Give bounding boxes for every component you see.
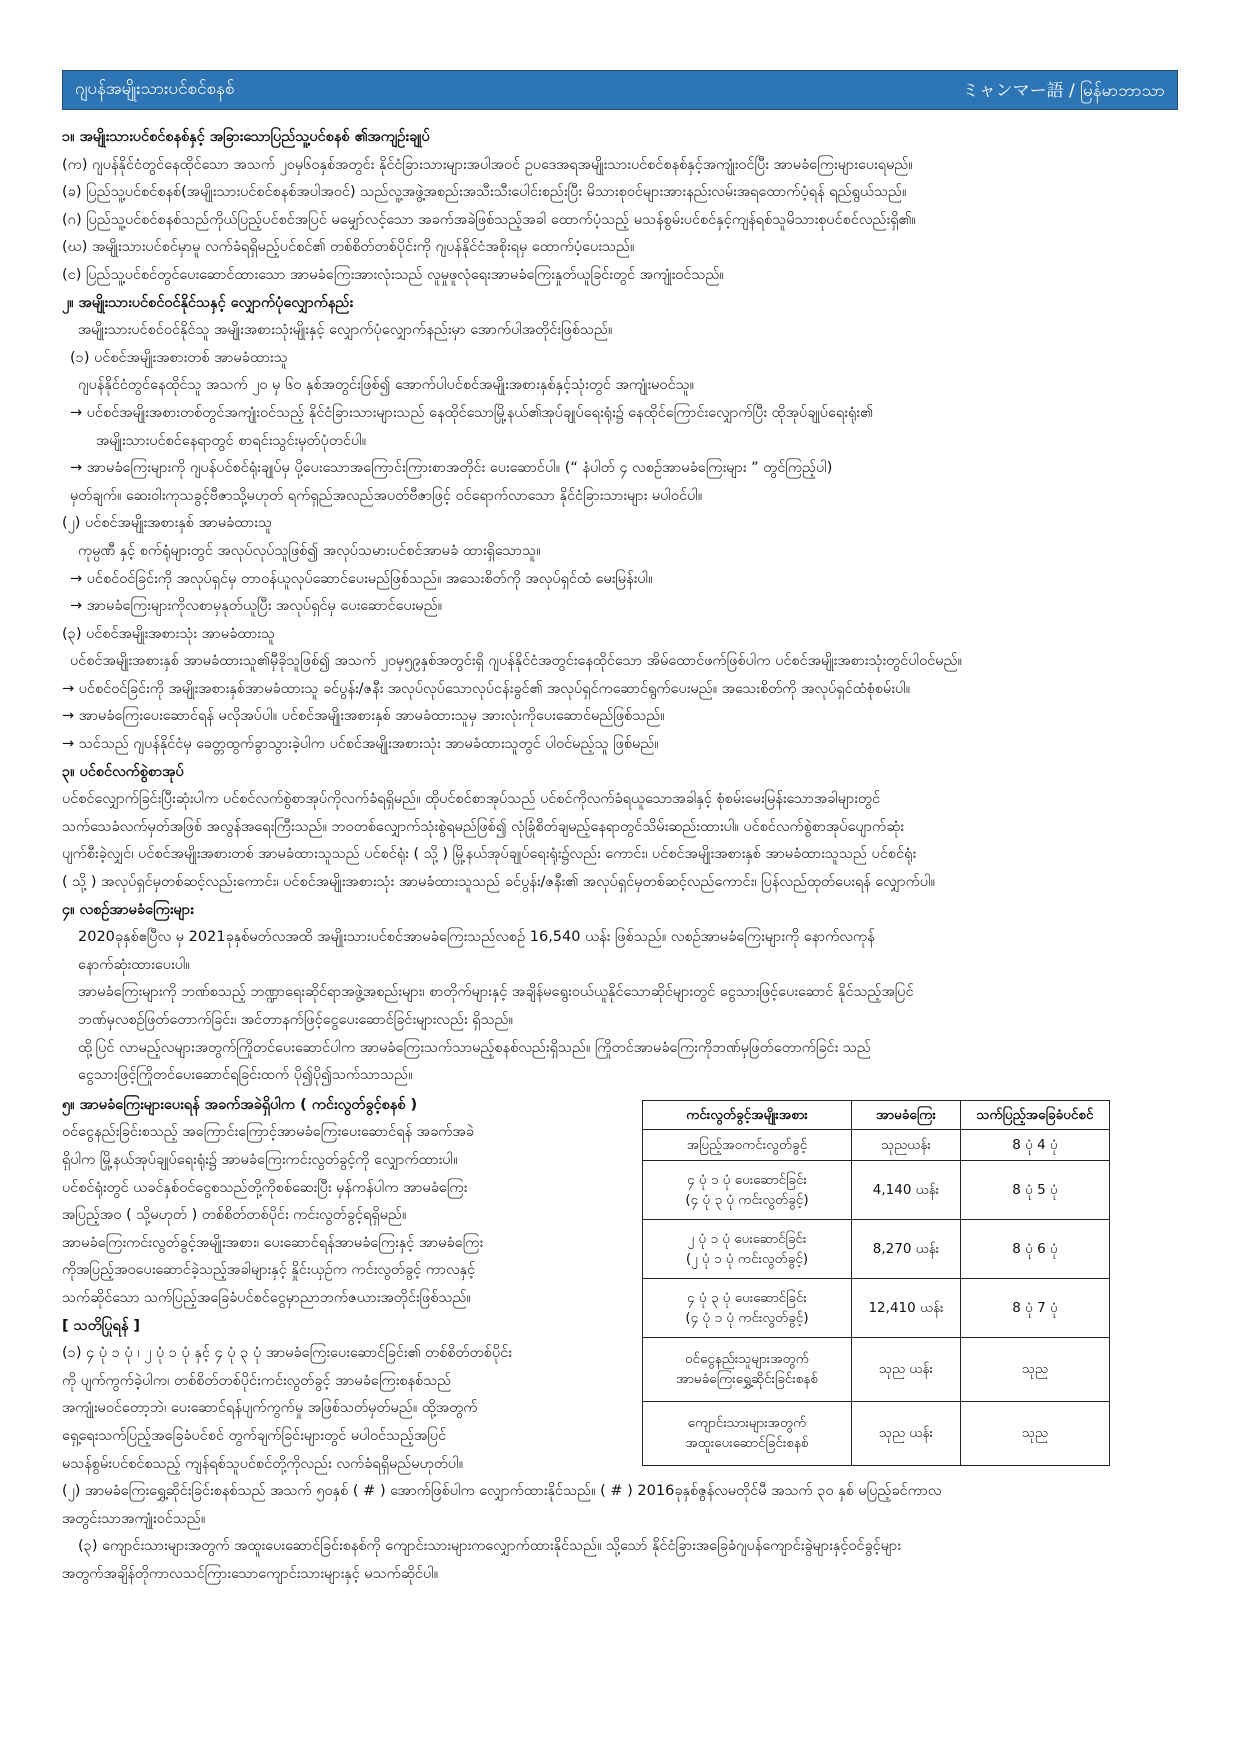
group-3-title: (၃) ပင်စင်အမျိုးအစားသုံး အာမခံထားသူ — [62, 625, 276, 642]
section-5-line: ပင်စင်ရုံးတွင် ယခင်နှစ်ဝင်ငွေစသည်တို့ကိုစစ်ဆေးပြီး မှန်ကန်ပါက အာမခံကြေး — [62, 1179, 468, 1196]
section-1-line: (ခ) ပြည်သူ့ပင်စင်စနစ်(အမျိုးသားပင်စင်စနစ်အပါအဝင်) သည်လူ့အဖွဲ့အစည်းအသီးသီးပေါင်းစည်းပြီး မိသားစုဝင်များအားနည်းလမ်းအရထောက်ပံ့ရန် ရည်ရွယ်သည်။ — [62, 184, 907, 201]
note-line: အကျုံးမဝင်တော့ဘဲ၊ ပေးဆောင်ရန်ပျက်ကွက်မှု အဖြစ်သတ်မှတ်မည်။ ထို့အတွက် — [62, 1400, 478, 1417]
table-cell: ၂ ပုံ ၁ ပုံ ပေးဆောင်ခြင်း (၂ ပုံ ၁ ပုံ ကင်းလွတ်ခွင့်) — [643, 1219, 852, 1278]
section-5-text — [62, 1092, 610, 1478]
group-1-note: မှတ်ချက်။ ဆေးဝါးကုသခွင့်ဗီဇာသို့မဟုတ် ရက်ရှည်အလည်အပတ်ဗီဇာဖြင့် ဝင်ရောက်လာသော နိုင်ငံခြားသားများ မပါဝင်ပါ။ — [70, 487, 703, 504]
group-1-arrow-item: → အာမခံကြေးများကို ဂျပန်ပင်စင်ရုံးချုပ်မှ ပို့ပေးသောအကြောင်းကြားစာအတိုင်း ပေးဆောင်ပါ။ (“ နံပါတ် ၄ လစဉ်အာမခံကြေးများ ” တွင်ကြည့်ပါ) — [70, 460, 833, 477]
table-header-cell: သက်ပြည့်အခြေခံပင်စင် — [961, 1100, 1110, 1129]
note-line: အတွင်းသာအကျုံးဝင်သည်။ — [62, 1510, 206, 1527]
table-header-cell: ကင်းလွတ်ခွင့်အမျိုးအစား — [643, 1100, 852, 1129]
table-cell: 4,140 ယန်း — [852, 1160, 961, 1219]
table-row — [643, 1219, 1110, 1278]
table-cell: သုည ယန်း — [852, 1337, 961, 1401]
section-5-block — [62, 1092, 1178, 1478]
table-cell: ကျောင်းသားများအတွက် အထူးပေးဆောင်ခြင်းစနစ် — [643, 1401, 852, 1465]
table-cell: 12,410 ယန်း — [852, 1278, 961, 1337]
header-banner — [62, 70, 1178, 110]
section-2-heading: ၂။ အမျိုးသားပင်စင်ဝင်နိုင်သနှင့် လျှောက်ပုံလျှောက်နည်း — [62, 294, 354, 311]
table-cell: သုညယန်း — [852, 1129, 961, 1160]
table-cell: ၄ ပုံ ၃ ပုံ ပေးဆောင်ခြင်း (၄ ပုံ ၁ ပုံ ကင်းလွတ်ခွင့်) — [643, 1278, 852, 1337]
group-3-arrow-item: → ပင်စင်ဝင်ခြင်းကို အမျိုးအစားနှစ်အာမခံထားသူ ခင်ပွန်း/ဇနီး အလုပ်လုပ်သောလုပ်ငန်းခွင်၏ အလုပ်ရှင်ကဆောင်ရွက်ပေးမည်။ အသေးစိတ်ကို အလုပ်ရှင်ထံစုံစမ်းပါ။ — [62, 680, 911, 697]
table-cell: သုည — [961, 1337, 1110, 1401]
section-4-line: အာမခံကြေးများကို ဘဏ်စသည့် ဘဏ္ဍာရေးဆိုင်ရာအဖွဲ့အစည်းများ၊ စာတိုက်များနှင့် အချိန်မရွေးဝယ်ယူနိုင်သောဆိုင်များတွင် ငွေသားဖြင့်ပေးဆောင် နိုင်သည့်အပြင် — [78, 984, 914, 1001]
section-1-line: (ဂ) ပြည်သူ့ပင်စင်စနစ်သည်ကိုယ်ပြည့်ပင်စင်အပြင် မမျှော်လင့်သော အခက်အခဲဖြစ်သည့်အခါ ထောက်ပံ့သည့် မသန်စွမ်းပင်စင်နှင့်ကျန်ရစ်သူမိသားစုပင်စင်လည်းရှိ၏။ — [62, 211, 916, 228]
group-3-desc: ပင်စင်အမျိုးအစားနှစ် အာမခံထားသူ၏မှီခိုသူဖြစ်၍ အသက် ၂၀မှ၅၉နှစ်အတွင်းရှိ ဂျပန်နိုင်ငံအတွင်းနေထိုင်သော အိမ်ထောင်ဖက်ဖြစ်ပါက ပင်စင်အမျိုးအစားသုံးတွင်ပါဝင်မည်။ — [70, 653, 962, 670]
section-1-line: (င) ပြည်သူ့ပင်စင်တွင်ပေးဆောင်ထားသော အာမခံကြေးအားလုံးသည် လူမှုဖူလုံရေးအာမခံကြေးနှုတ်ယူခြင်းတွင် အကျုံးဝင်သည်။ — [62, 266, 724, 283]
section-3-heading: ၃။ ပင်စင်လက်စွဲစာအုပ် — [62, 763, 184, 780]
exemption-table — [642, 1100, 1110, 1466]
note-line: အတွက်အချိန်တိုကာလသင်ကြားသောကျောင်းသားများနှင့် မသက်ဆိုင်ပါ။ — [62, 1565, 439, 1582]
table-cell: သုည ယန်း — [852, 1401, 961, 1465]
section-4-line: ငွေသားဖြင့်ကြိုတင်ပေးဆောင်ရခြင်းထက် ပို၍ပို၍သက်သာသည်။ — [78, 1067, 413, 1084]
table-row — [643, 1160, 1110, 1219]
note-line: မသန်စွမ်းပင်စင်စသည့် ကျန်ရစ်သူပင်စင်တို့ကိုလည်း လက်ခံရရှိမည်မဟုတ်ပါ။ — [62, 1455, 464, 1472]
group-3-arrow-item: → အာမခံကြေးပေးဆောင်ရန် မလိုအပ်ပါ။ ပင်စင်အမျိုးအစားနှစ် အာမခံထားသူမှ အားလုံးကိုပေးဆောင်မည်ဖြစ်သည်။ — [62, 708, 665, 725]
group-1-arrow-item: → ပင်စင်အမျိုးအစားတစ်တွင်အကျုံးဝင်သည့် နိုင်ငံခြားသားများသည် နေထိုင်သောမြို့နယ်၏အုပ်ချုပ်ရေးရုံး၌ နေထိုင်ကြောင်းလျှောက်ပြီး ထိုအုပ်ချုပ်ရေးရုံး၏ — [70, 404, 873, 421]
page-title: ဂျပန်အမျိုးသားပင်စင်စနစ် — [75, 78, 235, 99]
note-line: (၁) ၄ ပုံ ၁ ပုံ ၊ ၂ ပုံ ၁ ပုံ နှင့် ၄ ပုံ ၃ ပုံ အာမခံကြေးပေးဆောင်ခြင်း၏ တစ်စိတ်တစ်ပိုင်း — [62, 1345, 512, 1362]
table-row — [643, 1278, 1110, 1337]
section-5-line: သက်ဆိုင်သော သက်ပြည့်အခြေခံပင်စင်ငွေမှာညာဘက်ဇယားအတိုင်းဖြစ်သည်။ — [62, 1289, 471, 1306]
table-cell: သုည — [961, 1401, 1110, 1465]
language-label: ミャンマー語 / မြန်မာဘာသာ — [961, 80, 1165, 101]
section-5-line: အပြည့်အဝ ( သို့မဟုတ် ) တစ်စိတ်တစ်ပိုင်း ကင်းလွတ်ခွင့်ရရှိမည်။ — [62, 1207, 407, 1224]
section-5-line: ရှိပါက မြို့နယ်အုပ်ချုပ်ရေးရုံး၌ အာမခံကြေးကင်းလွတ်ခွင့်ကို လျှောက်ထားပါ။ — [62, 1151, 458, 1168]
document-body — [62, 124, 1178, 1588]
table-cell: 8 ပုံ 4 ပုံ — [961, 1129, 1110, 1160]
exemption-table-wrap — [642, 1100, 1110, 1478]
section-3-line: ပင်စင်လျှောက်ခြင်းပြီးဆုံးပါက ပင်စင်လက်စွဲစာအုပ်ကိုလက်ခံရရှိမည်။ ထိုပင်စင်စာအုပ်သည် ပင်စင်ကိုလက်ခံရယူသောအခါနှင့် စုံစမ်းမေးမြန်းသောအခါများတွင် — [62, 791, 881, 808]
section-5-line: ကိုအပြည့်အဝပေးဆောင်ခဲ့သည့်အခါများနှင့် နှိုင်းယှဉ်က ကင်းလွတ်ခွင့် ကာလနှင့် — [62, 1262, 476, 1279]
table-row — [643, 1129, 1110, 1160]
section-4-line: ဘဏ်မှလစဉ်ဖြတ်တောက်ခြင်း၊ အင်တာနက်ဖြင့်ငွေပေးဆောင်ခြင်းများလည်း ရှိသည်။ — [78, 1012, 513, 1028]
group-1-arrow-item-cont: အမျိုးသားပင်စင်နေရာတွင် စာရင်းသွင်းမှတ်ပုံတင်ပါ။ — [96, 432, 367, 449]
group-1-title: (၁) ပင်စင်အမျိုးအစားတစ် အာမခံထားသူ — [70, 349, 288, 366]
section-3-line: ပျက်စီးခဲ့လျှင်၊ ပင်စင်အမျိုးအစားတစ် အာမခံထားသူသည် ပင်စင်ရုံး ( သို့ ) မြို့နယ်အုပ်ချုပ်ရေးရုံး၌လည်း ကောင်း၊ ပင်စင်အမျိုးအစားနှစ် အာမခံထားသူသည် ပင်စင်ရုံး — [62, 846, 917, 863]
section-1-line: (က) ဂျပန်နိုင်ငံတွင်နေထိုင်သော အသက် ၂၀မှ၆၀နှစ်အတွင်း နိုင်ငံခြားသားများအပါအဝင် ဥပဒေအရအမျိုးသားပင်စင်စနစ်နှင့်အကျုံးဝင်ပြီး အာမခံကြေးများပေးရမည်။ — [62, 156, 913, 173]
section-4-line: 2020ခုနှစ်ဧပြီလ မှ 2021ခုနှစ်မတ်လအထိ အမျိုးသားပင်စင်အာမခံကြေးသည်လစဉ် 16,540 ယန်း ဖြစ်သည်။ လစဉ်အာမခံကြေးများကို နောက်လကုန် — [78, 929, 875, 946]
section-5-line: ဝင်ငွေနည်းခြင်းစသည့် အကြောင်းကြောင့်အာမခံကြေးပေးဆောင်ရန် အခက်အခဲ — [62, 1124, 474, 1141]
section-1-line: (ဃ) အမျိုးသားပင်စင်မှာမူ လက်ခံရရှိမည့်ပင်စင်၏ တစ်စိတ်တစ်ပိုင်းကို ဂျပန်နိုင်ငံအစိုးရမှ ထောက်ပံ့ပေးသည်။ — [62, 239, 635, 256]
group-3-arrow-item: → သင်သည် ဂျပန်နိုင်ငံမှ ခေတ္တထွက်ခွာသွားခဲ့ပါက ပင်စင်အမျိုးအစားသုံး အာမခံထားသူတွင် ပါဝင်မည့်သူ ဖြစ်မည်။ — [62, 736, 659, 753]
note-line: ရှေ့ရေးသက်ပြည့်အခြေခံပင်စင် တွက်ချက်ခြင်းများတွင် မပါဝင်သည့်အပြင် — [62, 1427, 447, 1444]
section-4-line: နောက်ဆုံးထားပေးပါ။ — [78, 956, 190, 973]
notes-heading: [ သတိပြုရန် ] — [62, 1317, 141, 1334]
section-5-heading: ၅။ အာမခံကြေးများပေးရန် အခက်အခဲရှိပါက ( ကင်းလွတ်ခွင့်စနစ် ) — [62, 1096, 418, 1113]
table-row — [643, 1401, 1110, 1465]
note-line: (၃) ကျောင်းသားများအတွက် အထူးပေးဆောင်ခြင်းစနစ်ကို ကျောင်းသားများကလျှောက်ထားနိုင်သည်။ သို့သော် နိုင်ငံခြားအခြေခံဂျပန်ကျောင်းခွဲများနှင့်ဝင်ခွင့်များ — [78, 1538, 901, 1555]
table-cell: 8 ပုံ 7 ပုံ — [961, 1278, 1110, 1337]
note-line: (၂) အာမခံကြေးရွှေ့ဆိုင်းခြင်းစနစ်သည် အသက် ၅၀နှစ် ( # ) အောက်ဖြစ်ပါက လျှောက်ထားနိုင်သည်။ ( # ) 2016ခုနှစ်ဇွန်လမတိုင်မီ အသက် ၃၀ နှစ် မပြည့်ခင်ကာလ — [62, 1483, 942, 1500]
section-2-intro: အမျိုးသားပင်စင်ဝင်နိုင်သူ အမျိုးအစားသုံးမျိုးနှင့် လျှောက်ပုံလျှောက်နည်းမှာ အောက်ပါအတိုင်းဖြစ်သည်။ — [78, 322, 613, 339]
table-row — [643, 1337, 1110, 1401]
group-2-arrow-item: → ပင်စင်ဝင်ခြင်းကို အလုပ်ရှင်မှ တာဝန်ယူလုပ်ဆောင်ပေးမည်ဖြစ်သည်။ အသေးစိတ်ကို အလုပ်ရှင်ထံ မေးမြန်းပါ။ — [70, 570, 653, 587]
table-header-cell: အာမခံကြေး — [852, 1100, 961, 1129]
table-cell: 8,270 ယန်း — [852, 1219, 961, 1278]
group-2-arrow-item: → အာမခံကြေးများကိုလစာမှနုတ်ယူပြီး အလုပ်ရှင်မှ ပေးဆောင်ပေးမည်။ — [70, 598, 443, 615]
section-4-heading: ၄။ လစဉ်အာမခံကြေးများ — [62, 901, 194, 918]
note-line: ကို ပျက်ကွက်ခဲ့ပါက၊ တစ်စိတ်တစ်ပိုင်းကင်းလွတ်ခွင့် အာမခံကြေးစနစ်သည် — [62, 1372, 452, 1389]
section-5-line: အာမခံကြေးကင်းလွတ်ခွင့်အမျိုးအစား၊ ပေးဆောင်ရန်အာမခံကြေးနှင့် အာမခံကြေး — [62, 1234, 484, 1251]
section-4-line: ထို့ပြင် လာမည့်လများအတွက်ကြိုတင်ပေးဆောင်ပါက အာမခံကြေးသက်သာမည့်စနစ်လည်းရှိသည်။ ကြိုတင်အာမခံကြေးကိုဘဏ်မှဖြတ်တောက်ခြင်း သည် — [78, 1039, 871, 1056]
section-1-heading: ၁။ အမျိုးသားပင်စင်စနစ်နှင့် အခြားသောပြည်သူ့ပင်စနစ် ၏အကျဉ်းချုပ် — [62, 129, 430, 145]
table-cell: ၄ ပုံ ၁ ပုံ ပေးဆောင်ခြင်း (၄ ပုံ ၃ ပုံ ကင်းလွတ်ခွင့်) — [643, 1160, 852, 1219]
table-cell: ဝင်ငွေနည်းသူများအတွက် အာမခံကြေးရွှေ့ဆိုင်းခြင်းစနစ် — [643, 1337, 852, 1401]
group-2-title: (၂) ပင်စင်အမျိုးအစားနှစ် အာမခံထားသူ — [62, 515, 272, 532]
section-3-line: သက်သေခံလက်မှတ်အဖြစ် အလွန်အရေးကြီးသည်။ ဘဝတစ်လျှောက်သုံးစွဲရမည်ဖြစ်၍ လုံခြုံစိတ်ချမည့်နေရာတွင်သိမ်းဆည်းထားပါ။ ပင်စင်လက်စွဲစာအုပ်ပျောက်ဆုံး — [62, 818, 904, 835]
table-header-row — [643, 1100, 1110, 1129]
section-3-line: ( သို့ ) အလုပ်ရှင်မှတစ်ဆင့်လည်းကောင်း၊ ပင်စင်အမျိုးအစားသုံး အာမခံထားသူသည် ခင်ပွန်း/ဇနီး၏ အလုပ်ရှင်မှတစ်ဆင့်လည်ကောင်း၊ ပြန်လည်ထုတ်ပေးရန် လျှောက်ပါ။ — [62, 874, 936, 891]
table-cell: 8 ပုံ 5 ပုံ — [961, 1160, 1110, 1219]
table-cell: အပြည့်အဝကင်းလွတ်ခွင့် — [643, 1129, 852, 1160]
table-cell: 8 ပုံ 6 ပုံ — [961, 1219, 1110, 1278]
group-1-desc: ဂျပန်နိုင်ငံတွင်နေထိုင်သူ အသက် ၂၀ မှ ၆၀ နှစ်အတွင်းဖြစ်၍ အောက်ပါပင်စင်အမျိုးအစားနှစ်နှင့်သုံးတွင် အကျုံးမဝင်သူ။ — [78, 377, 695, 394]
group-2-desc: ကုမ္ပဏီ နှင့် စက်ရုံများတွင် အလုပ်လုပ်သူဖြစ်၍ အလုပ်သမားပင်စင်အာမခံ ထားရှိသောသူ။ — [78, 542, 541, 559]
document-page — [62, 70, 1178, 1588]
